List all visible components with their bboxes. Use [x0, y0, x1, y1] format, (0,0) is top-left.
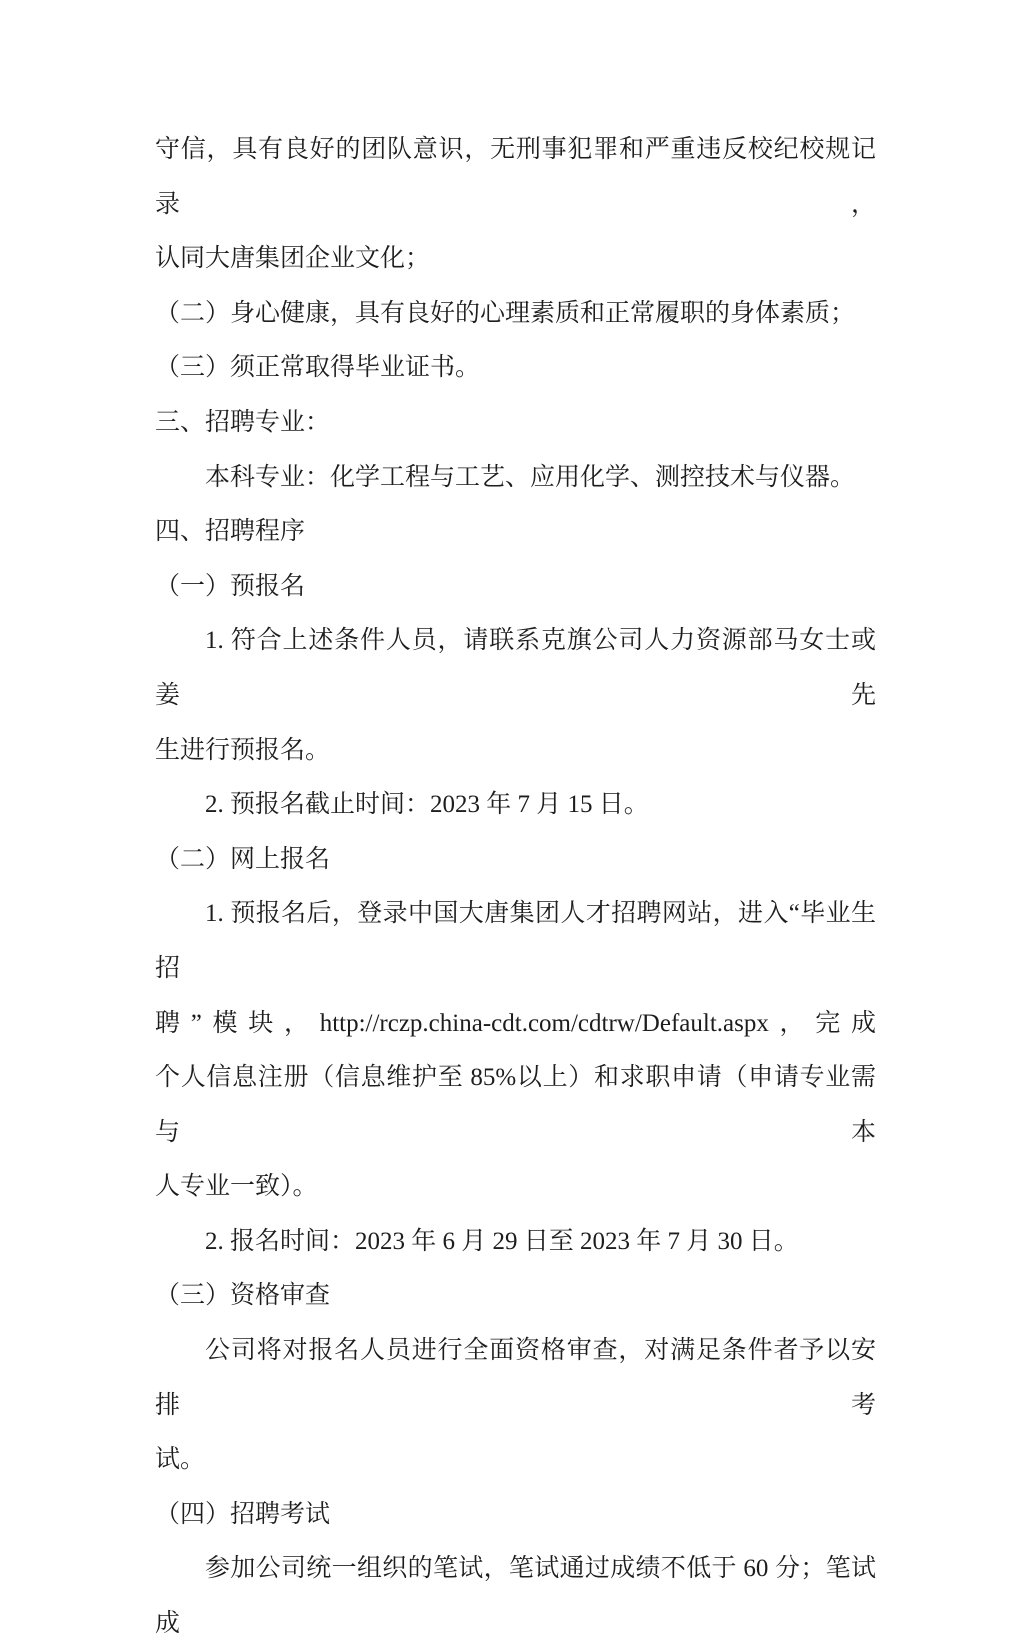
document-line: 生进行预报名。: [155, 736, 331, 764]
document-line: （一）预报名: [155, 572, 306, 600]
document-line: （三）资格审查: [155, 1282, 331, 1310]
document-line: 三、招聘专业：: [155, 408, 331, 436]
document-line: （二）身心健康，具有良好的心理素质和正常履职的身体素质；: [155, 299, 856, 327]
document-line: 2. 报名时间：2023 年 6 月 29 日至 2023 年 7 月 30 日。: [205, 1227, 799, 1255]
document-line: （三）须正常取得毕业证书。: [155, 354, 481, 382]
document-line: 认同大唐集团企业文化；: [155, 245, 431, 273]
document-line: 公司将对报名人员进行全面资格审查，对满足条件者予以安排考: [155, 1337, 876, 1419]
document-line: 1. 符合上述条件人员，请联系克旗公司人力资源部马女士或姜先: [155, 627, 876, 709]
document-line: 四、招聘程序: [155, 518, 306, 546]
document-line: 个人信息注册（信息维护至 85%以上）和求职申请（申请专业需与本: [155, 1064, 876, 1146]
document-line: 1. 预报名后，登录中国大唐集团人才招聘网站，进入“毕业生招: [155, 900, 876, 982]
document-line: 人专业一致）。: [155, 1173, 318, 1201]
document-line: （二）网上报名: [155, 845, 331, 873]
document-body: [155, 123, 876, 1652]
document-line: （四）招聘考试: [155, 1500, 331, 1528]
document-line: 试。: [155, 1446, 206, 1474]
document-line: 聘”模块，http://rczp.china-cdt.com/cdtrw/Default.aspx，完成: [155, 1009, 876, 1037]
document-line: 参加公司统一组织的笔试，笔试通过成绩不低于 60 分；笔试成: [155, 1555, 876, 1638]
document-line: 守信，具有良好的团队意识，无刑事犯罪和严重违反校纪校规记录，: [155, 136, 876, 218]
document-line: 本科专业：化学工程与工艺、应用化学、测控技术与仪器。: [205, 463, 856, 491]
document-line: 2. 预报名截止时间：2023 年 7 月 15 日。: [205, 791, 649, 819]
